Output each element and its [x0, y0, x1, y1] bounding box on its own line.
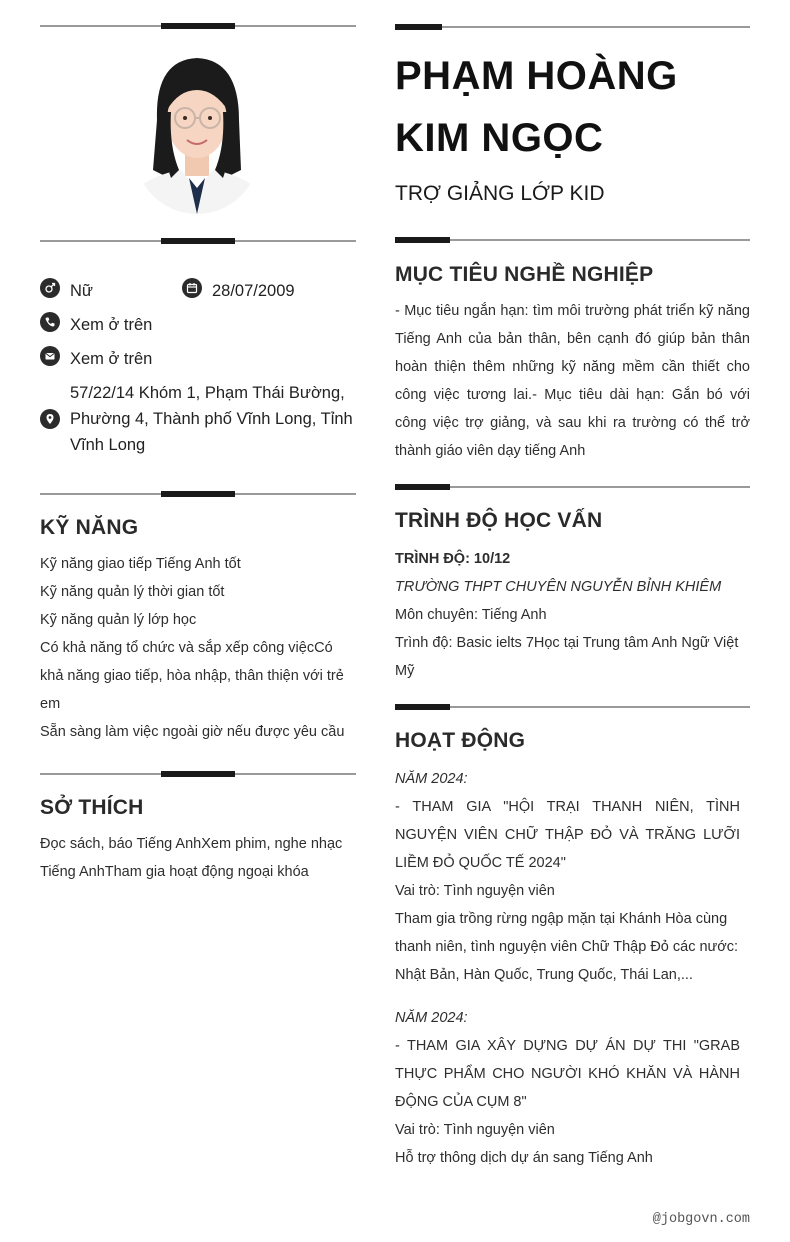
activity-item [395, 1004, 740, 1172]
dob-value: 28/07/2009 [212, 282, 295, 300]
calendar-icon [182, 278, 202, 298]
list-item: em [40, 696, 61, 712]
divider [395, 26, 750, 28]
divider [395, 486, 750, 488]
list-item: Có khả năng tổ chức và sắp xếp công việcCó [40, 640, 333, 656]
divider [395, 239, 750, 241]
email-value: Xem ở trên [70, 350, 153, 368]
activity-role: Vai trò: Tình nguyện viên [395, 883, 555, 899]
full-name-line2: KIM NGỌC [395, 116, 604, 160]
full-name-line1: PHẠM HOÀNG [395, 54, 678, 98]
gender-row [40, 278, 93, 304]
education-level: TRÌNH ĐỘ: 10/12 [395, 551, 511, 567]
objective-title: MỤC TIÊU NGHỀ NGHIỆP [395, 263, 654, 286]
activity-desc: Hỗ trợ thông dịch dự án sang Tiếng Anh [395, 1150, 653, 1166]
activity-name: - THAM GIA XÂY DỰNG DỰ ÁN DỰ THI "GRAB THỰC PHẨM CHO NGƯỜI KHÓ KHĂN VÀ HÀNH ĐỘNG CỦA CỤM 8" [395, 1038, 740, 1110]
skills-list [40, 550, 356, 746]
address-value [70, 380, 353, 458]
hobbies-line: Đọc sách, báo Tiếng AnhXem phim, nghe nhạc [40, 836, 343, 852]
phone-row [40, 312, 152, 338]
list-item: Sẵn sàng làm việc ngoài giờ nếu được yêu cầu [40, 724, 345, 740]
phone-value: Xem ở trên [70, 316, 153, 334]
activity-year: NĂM 2024: [395, 771, 468, 787]
activity-year: NĂM 2024: [395, 1010, 468, 1026]
list-item: khả năng giao tiếp, hòa nhập, thân thiện với trẻ [40, 668, 344, 684]
address-line: Vĩnh Long [70, 436, 146, 454]
phone-icon [40, 312, 60, 332]
skills-title: KỸ NĂNG [40, 516, 139, 539]
list-item: Kỹ năng quản lý lớp học [40, 612, 197, 628]
education-major: Môn chuyên: Tiếng Anh [395, 607, 547, 623]
hobbies-text [40, 830, 356, 886]
education-school: TRƯỜNG THPT CHUYÊN NGUYỄN BỈNH KHIÊM [395, 579, 722, 595]
education-detail: Trình độ: Basic ielts 7Học tại Trung tâm Anh Ngữ Việt Mỹ [395, 635, 739, 679]
activity-role: Vai trò: Tình nguyện viên [395, 1122, 555, 1138]
divider [395, 706, 750, 708]
hobbies-line: Tiếng AnhTham gia hoạt động ngoại khóa [40, 864, 309, 880]
mail-icon [40, 346, 60, 366]
activity-name: - THAM GIA "HỘI TRẠI THANH NIÊN, TÌNH NGUYỆN VIÊN CHỮ THẬP ĐỎ VÀ TRĂNG LƯỠI LIỀM ĐỎ QUỐC TẾ 2024" [395, 799, 740, 871]
divider [40, 25, 356, 27]
education-title: TRÌNH ĐỘ HỌC VẤN [395, 509, 603, 532]
list-item: Kỹ năng quản lý thời gian tốt [40, 584, 225, 600]
gender-icon [40, 278, 60, 298]
email-row [40, 346, 152, 372]
divider [40, 240, 356, 242]
education-block [395, 545, 740, 685]
divider [40, 773, 356, 775]
job-title: TRỢ GIẢNG LỚP KID [395, 182, 605, 205]
objective-text: - Mục tiêu ngắn hạn: tìm môi trường phát triển kỹ năng Tiếng Anh của bản thân, bên cạnh đó giúp bản thân hoàn thiện thêm những kỹ năng mềm cần thiết cho công việc tương lai.- Mục tiêu dài hạn: Gắn bó với công việc trợ giảng, và sau khi ra trường có thể trở thành giáo viên dạy tiếng Anh [395, 303, 750, 459]
list-item: Kỹ năng giao tiếp Tiếng Anh tốt [40, 556, 241, 572]
hobbies-title: SỞ THÍCH [40, 796, 144, 819]
activities-title: HOẠT ĐỘNG [395, 729, 526, 752]
activity-item [395, 765, 740, 989]
address-line: Phường 4, Thành phố Vĩnh Long, Tỉnh [70, 410, 353, 428]
watermark: @jobgovn.com [652, 1212, 750, 1227]
activity-desc: Tham gia trồng rừng ngập mặn tại Khánh Hòa cùng thanh niên, tình nguyện viên Chữ Thập Đỏ các nước: Nhật Bản, Hàn Quốc, Trung Quốc, Thái Lan,... [395, 911, 739, 983]
gender-value: Nữ [70, 282, 93, 300]
location-pin-icon [40, 409, 60, 429]
divider [40, 493, 356, 495]
dob-row [182, 278, 295, 304]
address-line: 57/22/14 Khóm 1, Phạm Thái Bường, [70, 384, 345, 402]
profile-photo [135, 50, 259, 214]
address-row [40, 380, 353, 458]
